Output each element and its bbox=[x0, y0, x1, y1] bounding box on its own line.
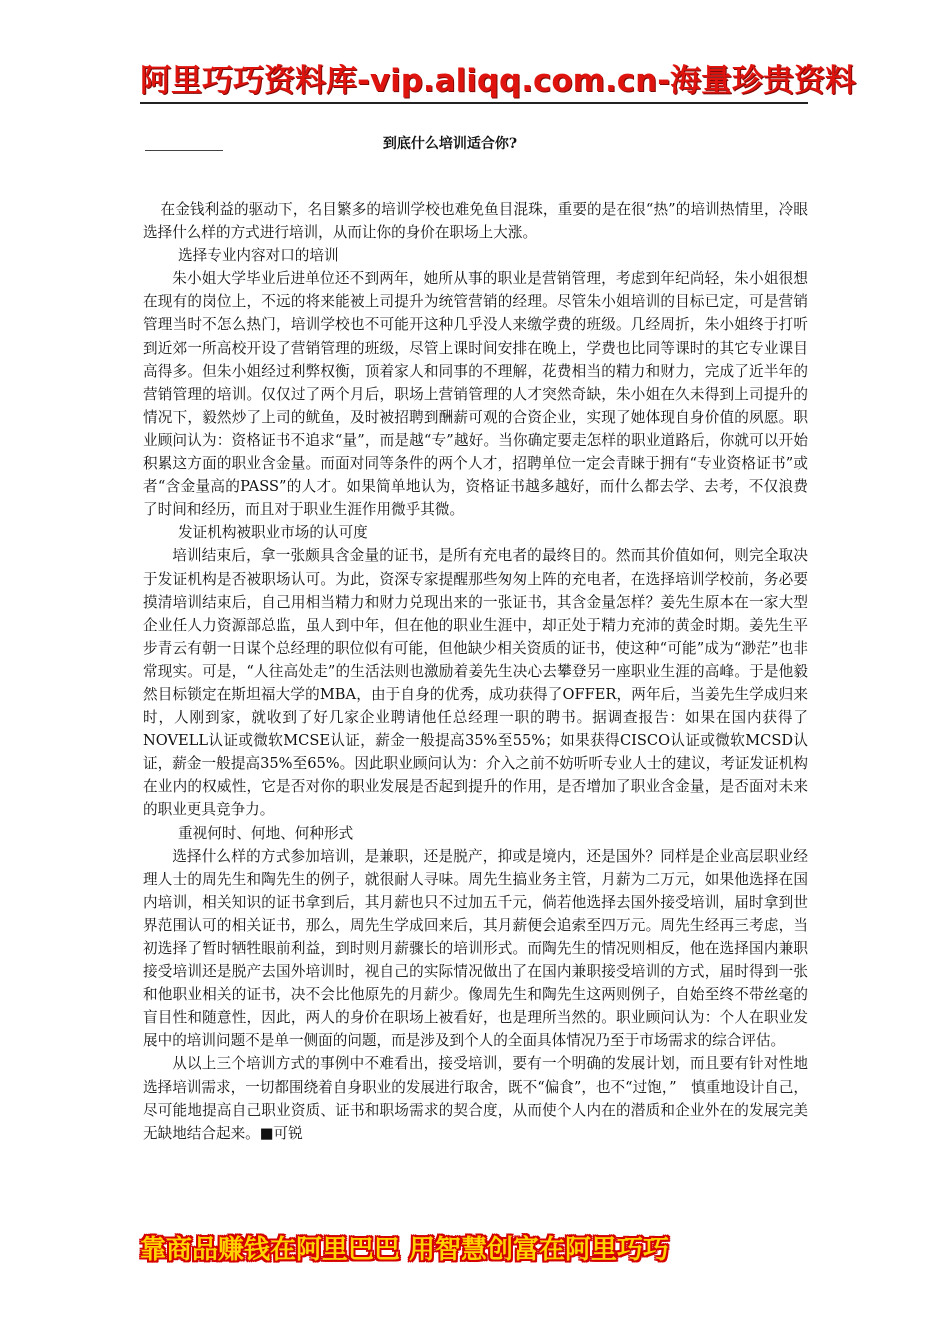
header-banner: 阿里巧巧资料库-vip.aliqq.com.cn-海量珍贵资料 bbox=[140, 63, 857, 99]
section-body-1: 朱小姐大学毕业后进单位还不到两年，她所从事的职业是营销管理，考虑到年纪尚轻，朱小姐很想在现有的岗位上，不远的将来能被上司提升为统管营销的经理。尽管朱小姐培训的目标已定，可是营销管理当时不怎么热门，培训学校也不可能开这种几乎没人来缴学费的班级。几经周折，朱小姐终于打听到近郊一所高校开设了营销管理的班级，尽管上课时间安排在晚上，学费也比同等课时的其它专业课目高得多。但朱小姐经过利弊权衡，顶着家人和同事的不理解，花费相当的精力和财力，完成了近半年的营销管理的培训。仅仅过了两个月后，职场上营销管理的人才突然奇缺，朱小姐在久未得到上司提升的情况下，毅然炒了上司的鱿鱼，及时被招聘到酬薪可观的合资企业，实现了她体现自身价值的夙愿。职业顾问认为：资格证书不追求“量”，而是越“专”越好。当你确定要走怎样的职业道路后，你就可以开始积累这方面的职业含金量。而面对同等条件的两个人才，招聘单位一定会青睐于拥有“专业资格证书”或者“含金量高的PASS”的人才。如果简单地认为，资格证书越多越好，而什么都去学、去考，不仅浪费了时间和经历，而且对于职业生涯作用微乎其微。 bbox=[143, 270, 808, 519]
conclusion-paragraph: 从以上三个培训方式的事例中不难看出，接受培训，要有一个明确的发展计划，而且要有针对性地选择培训需求，一切都围绕着自身职业的发展进行取舍，既不“偏食”，也不“过饱，” 慎重地设计自己，尽可能地提高自己职业资质、证书和职场需求的契合度，从而使个人内在的潜质和企业外在的发展完美无缺地结合起来。■可锐 bbox=[143, 1055, 808, 1142]
article-body bbox=[143, 198, 808, 1145]
title-underline bbox=[145, 150, 223, 151]
intro-paragraph: 在金钱利益的驱动下，名目繁多的培训学校也难免鱼目混珠，重要的是在很“热”的培训热情里，冷眼选择什么样的方式进行培训，从而让你的身价在职场上大涨。 bbox=[143, 201, 808, 242]
section-heading-1: 选择专业内容对口的培训 bbox=[178, 247, 339, 265]
section-body-3: 选择什么样的方式参加培训，是兼职，还是脱产，抑或是境内，还是国外？同样是企业高层职业经理人士的周先生和陶先生的例子，就很耐人寻味。周先生搞业务主管，月薪为二万元，如果他选择在国内培训，相关知识的证书拿到后，其月薪也只不过加五千元，倘若他选择去国外接受培训，届时拿到世界范围认可的相关证书，那么，周先生学成回来后，其月薪便会追索至四万元。周先生经再三考虑，当初选择了暂时牺牲眼前利益，到时则月薪骤长的培训形式。而陶先生的情况则相反，他在选择国内兼职接受培训还是脱产去国外培训时，视自己的实际情况做出了在国内兼职接受培训的方式，届时得到一张和他职业相关的证书，决不会比他原先的月薪少。像周先生和陶先生这两则例子，自始至终不带丝毫的盲目性和随意性，因此，两人的身价在职场上被看好，也是理所当然的。职业顾问认为：个人在职业发展中的培训问题不是单一侧面的问题，而是涉及到个人的全面具体情况乃至于市场需求的综合评估。 bbox=[143, 847, 808, 1050]
footer-banner: 靠商品赚钱在阿里巴巴 用智慧创富在阿里巧巧 bbox=[140, 1235, 670, 1265]
article-title: 到底什么培训适合你? bbox=[382, 136, 518, 152]
section-heading-3: 重视何时、何地、何种形式 bbox=[178, 824, 354, 842]
section-body-2: 培训结束后，拿一张颇具含金量的证书，是所有充电者的最终目的。然而其价值如何，则完全取决于发证机构是否被职场认可。为此，资深专家提醒那些匆匆上阵的充电者，在选择培训学校前，务必要摸清培训结束后，自己用相当精力和财力兑现出来的一张证书，其含金量怎样？姜先生原本在一家大型企业任人力资源部总监，虽人到中年，但在他的职业生涯中，却正处于精力充沛的黄金时期。姜先生平步青云有朝一日谋个总经理的职位似有可能，但他缺少相关资质的证书，使这种“可能”成为“渺茫”也非常现实。可是，“人往高处走”的生活法则也激励着姜先生决心去攀登另一座职业生涯的高峰。于是他毅然目标锁定在斯坦福大学的MBA，由于自身的优秀，成功获得了OFFER，两年后，当姜先生学成归来时，人刚到家，就收到了好几家企业聘请他任总经理一职的聘书。据调查报告：如果在国内获得了NOVELL认证或微软MCSE认证，薪金一般提高35%至55%；如果获得CISCO认证或微软MCSD认证，薪金一般提高35%至65%。因此职业顾问认为：介入之前不妨听听专业人士的建议，考证发证机构在业内的权威性，它是否对你的职业发展是否起到提升的作用，是否增加了职业含金量，是否面对未来的职业更具竞争力。 bbox=[143, 547, 808, 819]
header-divider bbox=[140, 102, 808, 104]
section-heading-2: 发证机构被职业市场的认可度 bbox=[178, 524, 368, 542]
